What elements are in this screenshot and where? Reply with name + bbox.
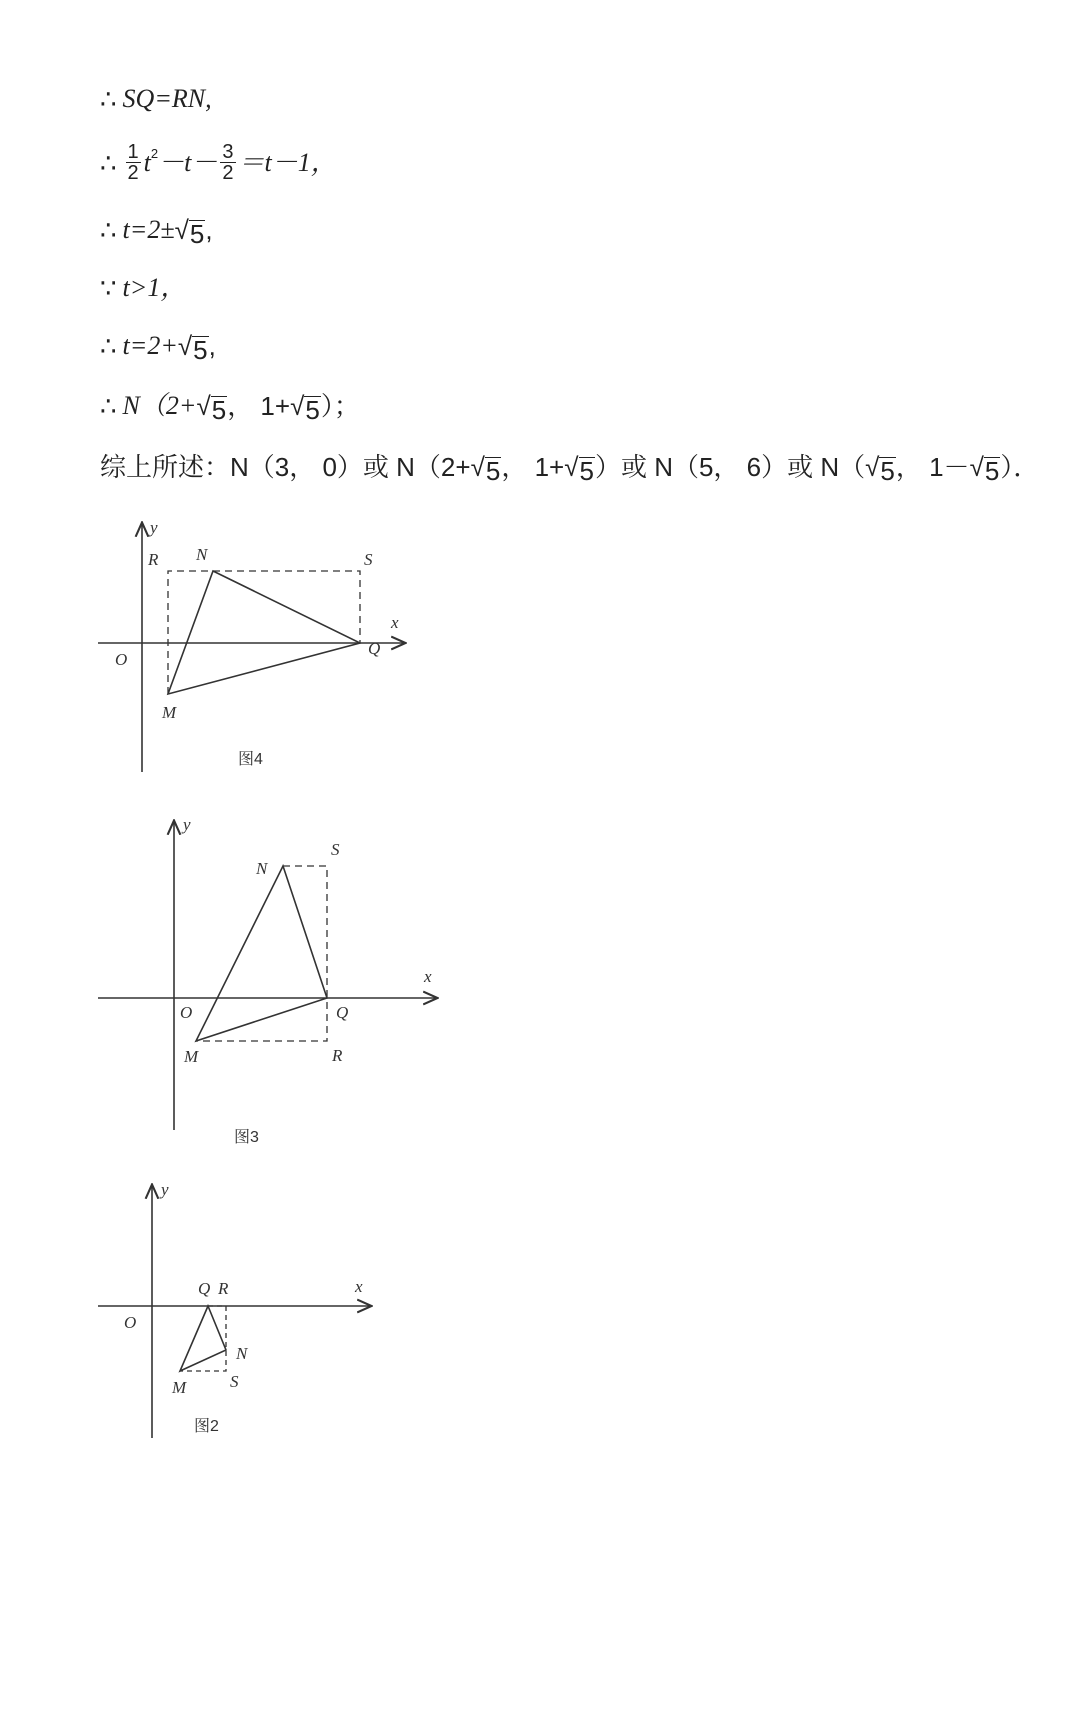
exponent: 2 xyxy=(150,145,159,161)
fig4-triangle xyxy=(168,571,360,694)
fig4-label-S: S xyxy=(364,550,373,569)
fig3-label-x: x xyxy=(424,967,432,986)
fig4-label-N: N xyxy=(196,545,208,564)
fig2-label-N: N xyxy=(236,1344,248,1363)
therefore-symbol: ∴ xyxy=(100,331,117,361)
equation-middle: －t－ xyxy=(158,147,218,177)
square-root: √ 5 xyxy=(196,391,227,425)
fig2-label-Q: Q xyxy=(198,1279,211,1298)
therefore-symbol: ∴ xyxy=(100,147,117,178)
fig4-label-x: x xyxy=(391,613,399,632)
square-root: √ 5 xyxy=(174,215,205,249)
fig3-label-Q: Q xyxy=(336,1003,349,1022)
fig2-label-M: M xyxy=(172,1378,187,1397)
fig3-caption: 图3 xyxy=(234,1129,259,1146)
fig3-label-M: M xyxy=(184,1047,199,1066)
fig4-caption: 图4 xyxy=(238,751,263,768)
because-symbol: ∵ xyxy=(100,273,117,303)
fig4-label-O: O xyxy=(115,650,128,669)
variable-t: t xyxy=(143,147,151,177)
equation-rhs: ＝t－1， xyxy=(238,147,337,177)
fig4-label-Q: Q xyxy=(368,639,381,658)
fig2-label-O: O xyxy=(124,1313,137,1332)
equation-text: t=2+ xyxy=(122,331,178,360)
summary-part: N（3， 0）或 N（2+ xyxy=(230,452,471,482)
coordinate-text: ， 1+ xyxy=(227,391,291,421)
summary-part: ）． xyxy=(1000,452,1040,482)
fig3-label-S: S xyxy=(331,840,340,859)
fig4-group xyxy=(98,524,404,772)
coordinate-text: ）； xyxy=(320,391,360,421)
square-root: √ 5 xyxy=(969,452,1000,486)
fig3-label-N: N xyxy=(256,859,268,878)
fig3-label-R: R xyxy=(332,1046,343,1065)
fig2-label-x: x xyxy=(355,1277,363,1296)
punctuation: , xyxy=(208,331,216,361)
fig3-triangle xyxy=(196,866,327,1041)
square-root: √ 5 xyxy=(865,452,895,486)
summary-part: ， 1－ xyxy=(895,452,970,482)
therefore-symbol: ∴ xyxy=(100,391,117,421)
equation-text: SQ=RN, xyxy=(122,84,212,113)
fig4-label-M: M xyxy=(162,703,177,722)
therefore-symbol: ∴ xyxy=(100,84,117,114)
square-root: √ 5 xyxy=(470,452,501,486)
fig2-label-R: R xyxy=(218,1279,229,1298)
fig2-group xyxy=(98,1186,370,1438)
square-root: √ 5 xyxy=(290,391,320,425)
fig4-dashed-rectangle xyxy=(168,571,360,694)
fig3-dashed-rectangle xyxy=(196,866,327,1041)
summary-part: ， 1+ xyxy=(501,452,565,482)
punctuation: , xyxy=(205,215,213,245)
square-root: √ 5 xyxy=(177,331,208,365)
fig3-label-y: y xyxy=(183,815,191,834)
summary-lead: 综上所述： xyxy=(100,452,231,482)
square-root: √ 5 xyxy=(564,452,594,486)
fig2-caption: 图2 xyxy=(194,1418,219,1435)
equation-text: t>1， xyxy=(122,273,187,302)
fraction-three-halves: $\frac{3}{2}$ xyxy=(222,141,234,184)
coordinate-text: N（2+ xyxy=(122,391,197,420)
fraction-one-half: $\frac{1}{2}$ xyxy=(127,141,139,184)
summary-part: ）或 N（5， 6）或 N（ xyxy=(594,452,866,482)
therefore-symbol: ∴ xyxy=(100,215,117,245)
fig2-triangle xyxy=(180,1306,226,1371)
fig4-label-R: R xyxy=(148,550,159,569)
fig2-label-y: y xyxy=(161,1180,169,1199)
equation-text: t=2± xyxy=(122,215,175,244)
fig3-label-O: O xyxy=(180,1003,193,1022)
fig4-label-y: y xyxy=(150,518,158,537)
fig2-label-S: S xyxy=(230,1372,239,1391)
